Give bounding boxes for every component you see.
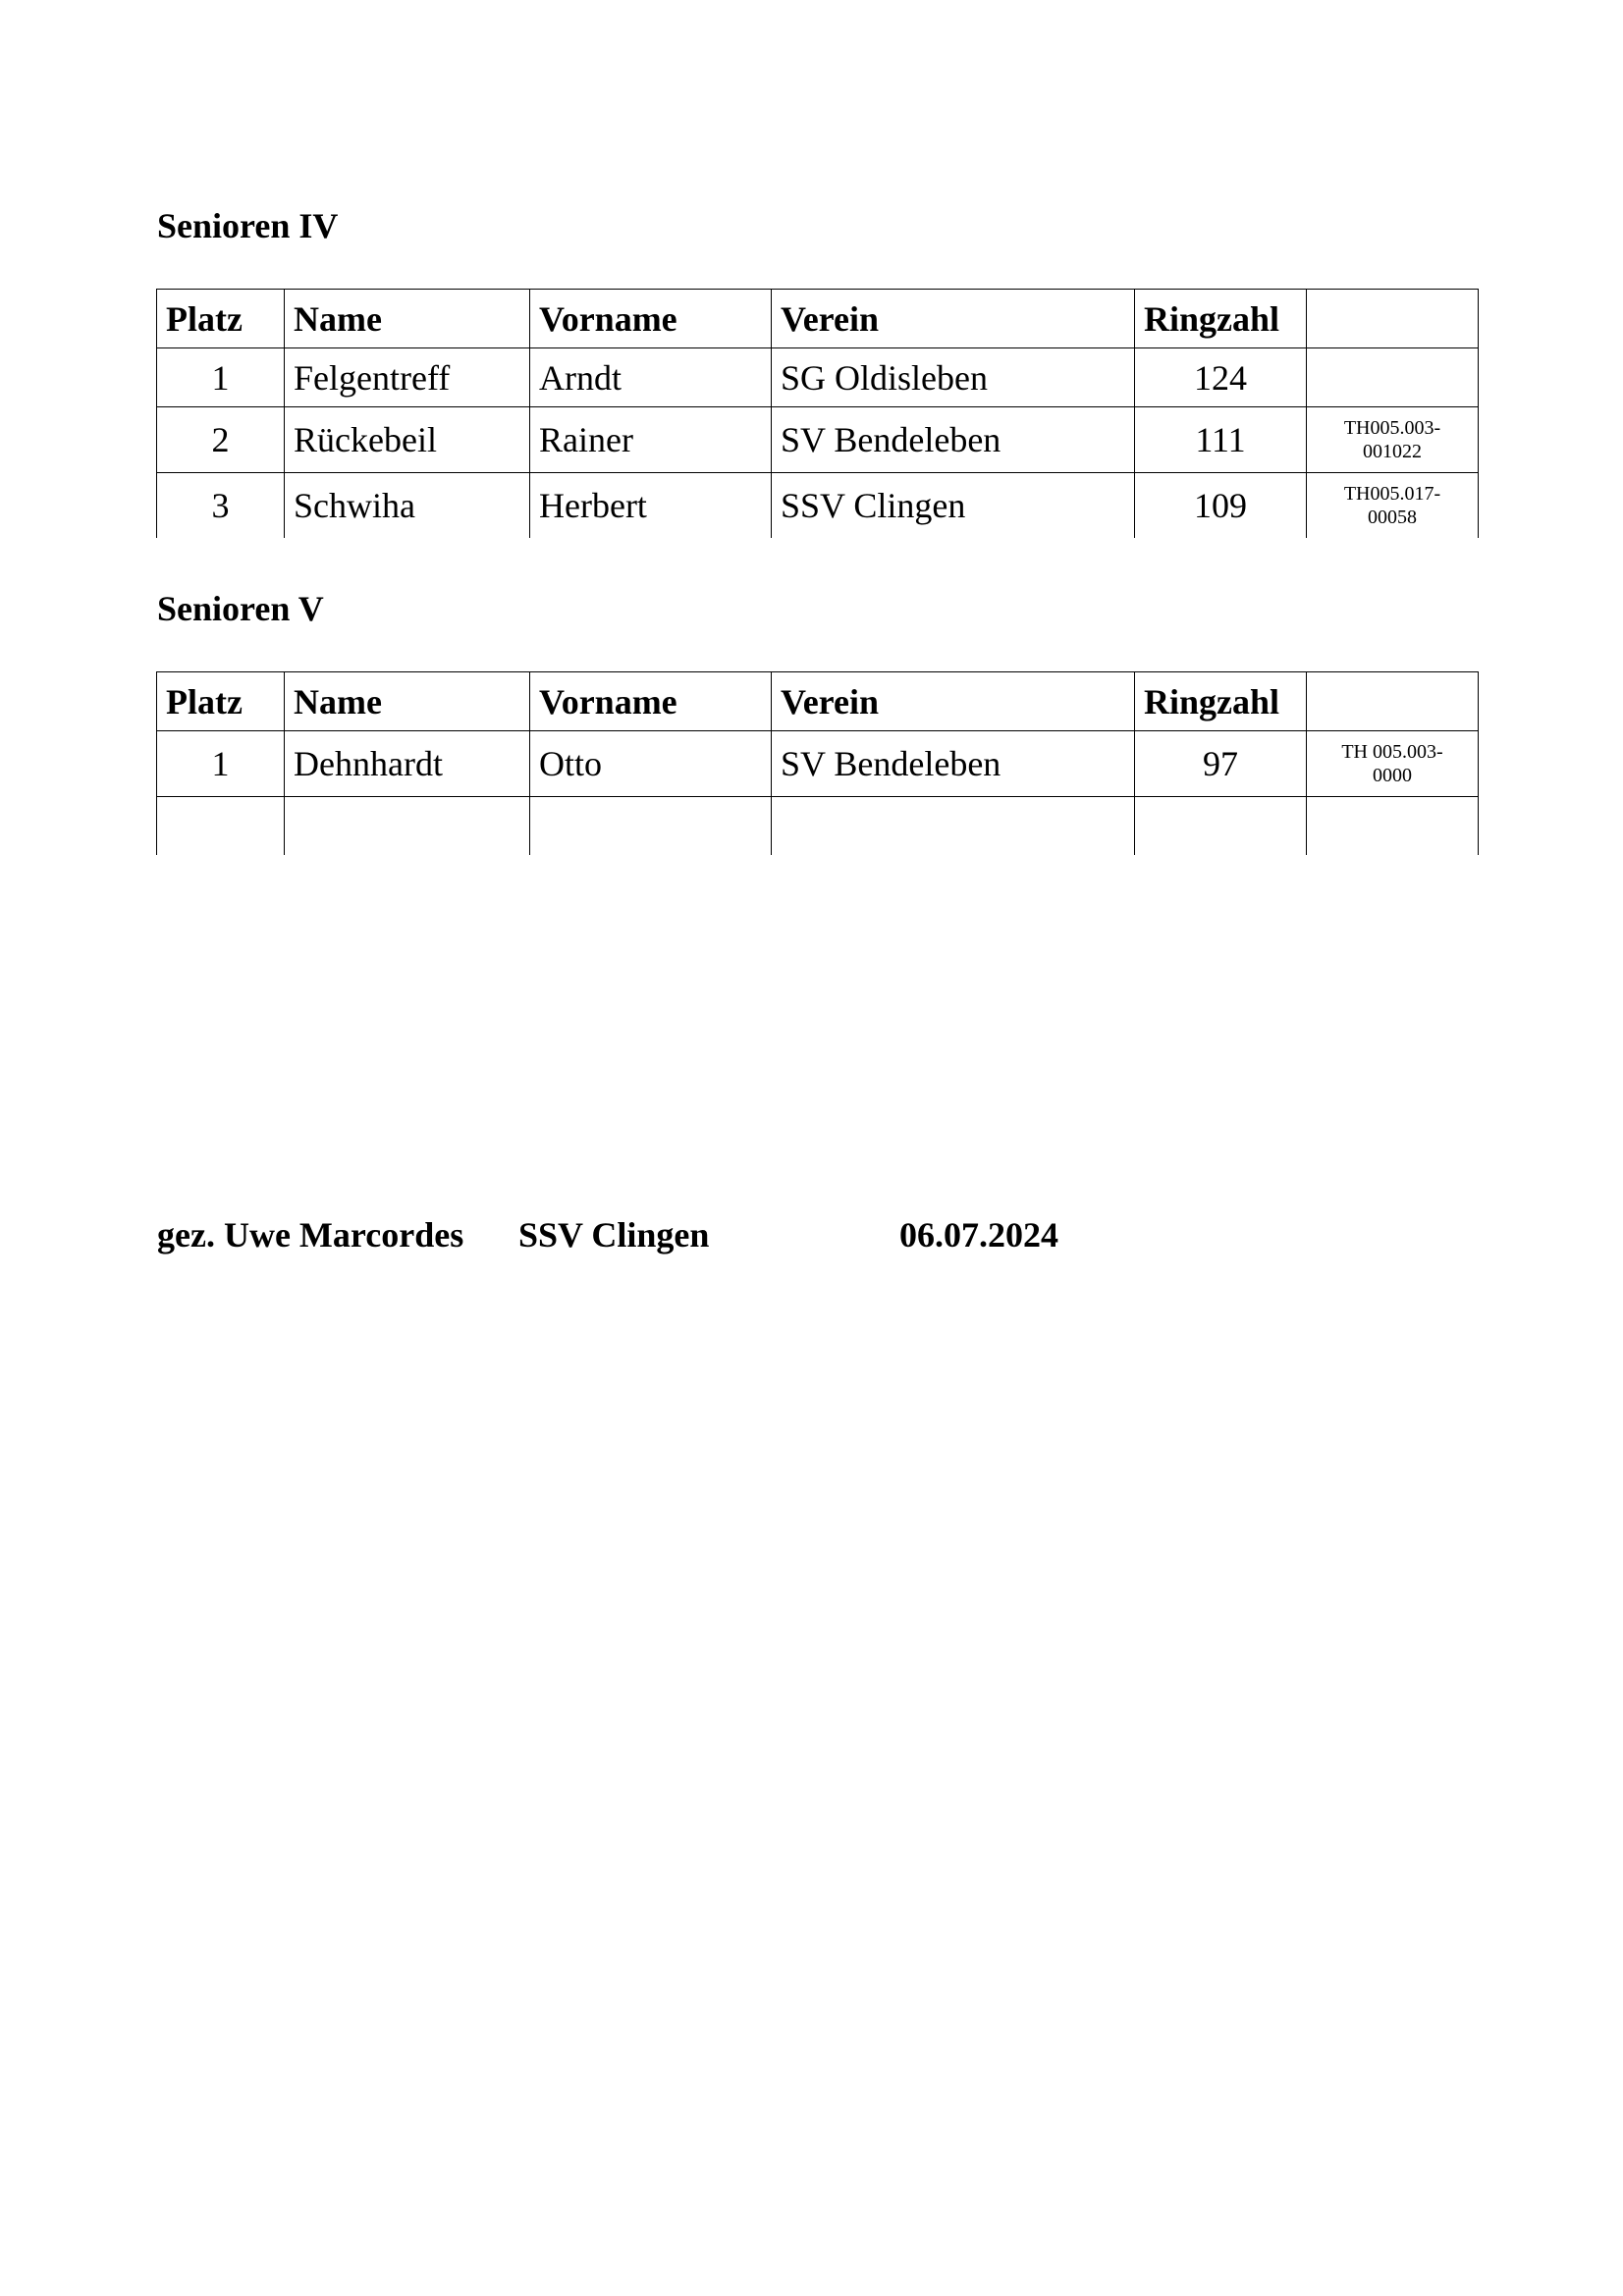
cell-license (1307, 348, 1479, 407)
signature-club: SSV Clingen (518, 1215, 710, 1255)
table-header-row (157, 290, 1479, 348)
cell-platz (157, 797, 285, 856)
results-table-senioren-v (156, 671, 1479, 855)
results-table-senioren-iv (156, 289, 1479, 538)
cell-ringzahl: 124 (1135, 348, 1307, 407)
column-header-license (1307, 672, 1479, 731)
cell-vorname: Arndt (530, 348, 772, 407)
cell-platz: 3 (157, 473, 285, 539)
cell-platz: 2 (157, 407, 285, 473)
column-header-license (1307, 290, 1479, 348)
cell-verein: SSV Clingen (772, 473, 1135, 539)
cell-platz: 1 (157, 348, 285, 407)
cell-verein: SV Bendeleben (772, 407, 1135, 473)
table-row (157, 797, 1479, 856)
cell-verein (772, 797, 1135, 856)
cell-vorname (530, 797, 772, 856)
column-header-ringzahl: Ringzahl (1135, 290, 1307, 348)
section-title-senioren-v: Senioren V (157, 589, 324, 628)
cell-vorname: Herbert (530, 473, 772, 539)
cell-name: Dehnhardt (285, 731, 530, 797)
cell-name (285, 797, 530, 856)
cell-vorname: Otto (530, 731, 772, 797)
cell-platz: 1 (157, 731, 285, 797)
column-header-name: Name (285, 290, 530, 348)
table-row (157, 407, 1479, 473)
cell-license (1307, 797, 1479, 856)
cell-vorname: Rainer (530, 407, 772, 473)
cell-license: TH005.003- 001022 (1307, 407, 1479, 473)
signature-date: 06.07.2024 (899, 1215, 1058, 1255)
column-header-vorname: Vorname (530, 672, 772, 731)
cell-name: Rückebeil (285, 407, 530, 473)
column-header-ringzahl: Ringzahl (1135, 672, 1307, 731)
cell-verein: SG Oldisleben (772, 348, 1135, 407)
table-row (157, 348, 1479, 407)
table-header-row (157, 672, 1479, 731)
cell-name: Schwiha (285, 473, 530, 539)
cell-name: Felgentreff (285, 348, 530, 407)
cell-verein: SV Bendeleben (772, 731, 1135, 797)
table-row (157, 473, 1479, 539)
cell-ringzahl (1135, 797, 1307, 856)
cell-ringzahl: 97 (1135, 731, 1307, 797)
column-header-platz: Platz (157, 290, 285, 348)
column-header-verein: Verein (772, 290, 1135, 348)
cell-ringzahl: 109 (1135, 473, 1307, 539)
table-row (157, 731, 1479, 797)
cell-license: TH005.017- 00058 (1307, 473, 1479, 539)
cell-ringzahl: 111 (1135, 407, 1307, 473)
column-header-platz: Platz (157, 672, 285, 731)
column-header-vorname: Vorname (530, 290, 772, 348)
signature-name: gez. Uwe Marcordes (157, 1215, 464, 1255)
section-title-senioren-iv: Senioren IV (157, 206, 339, 245)
column-header-name: Name (285, 672, 530, 731)
column-header-verein: Verein (772, 672, 1135, 731)
cell-license: TH 005.003- 0000 (1307, 731, 1479, 797)
